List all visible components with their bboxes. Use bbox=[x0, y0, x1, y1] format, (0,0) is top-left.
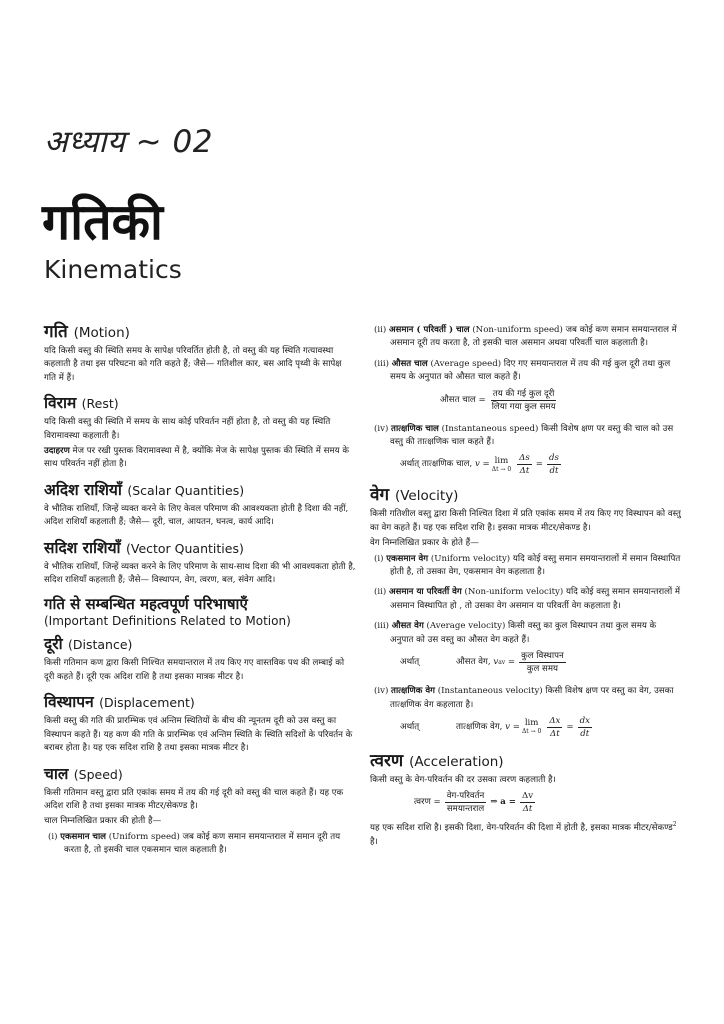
average-velocity-formula: अर्थात् औसत वेग, v av = $\frac{\text{कुल विस्थापन}}{\text{कुल समय}}$ bbox=[400, 651, 564, 675]
definitions-heading: गति से सम्बन्धित महत्वपूर्ण परिभाषाएँ bbox=[44, 595, 248, 614]
acceleration-formula: त्वरण = $\frac{\text{वेग-परिवर्तन}}{\text{समयान्तराल}}$ ⇒ a = $\frac{\Delta v}{\Delta t}$ bbox=[414, 791, 534, 815]
left-column bbox=[44, 322, 356, 858]
scalar-text: वे भौतिक राशियाँ, जिन्हें व्यक्त करने के लिए केवल परिमाण की आवश्यकता होती है दिशा की नहीं, अदिश राशियाँ कहलाती हैं; जैसे— दूरी, चाल, आयतन, घनत्व, कार्य आदि। bbox=[44, 503, 349, 528]
distance-text: किसी गतिमान कण द्वारा किसी निश्चित समयान्तराल में तय किए गए वास्तविक पथ की लम्बाई को दूरी कहते हैं। दूरी एक अदिश राशि है तथा इसका मात्रक मीटर है। bbox=[44, 658, 345, 682]
acceleration-unit-text: यह एक सदिश राशि है। इसकी दिशा, वेग-परिवर्तन की दिशा में होती है, इसका मात्रक मीटर/सेकण्ड$^2$ है। bbox=[370, 821, 677, 847]
uniform-speed-item: (i) एकसमान चाल (Uniform speed) जब कोई कण समान समयान्तराल में समान दूरी तय करता है, तो इसकी चाल एकसमान चाल कहलाती है। bbox=[48, 831, 341, 856]
vector-heading: सदिश राशियाँ (Vector Quantities) bbox=[44, 538, 244, 557]
rest-example: उदाहरण मेज पर रखी पुस्तक विरामावस्था में है, क्योंकि मेज के सापेक्ष पुस्तक की स्थिति में समय के साथ परिवर्तन नहीं होता है। bbox=[44, 446, 349, 470]
chapter-title-hindi: गतिकी bbox=[42, 193, 163, 251]
instantaneous-speed-formula: अर्थात् तात्क्षणिक चाल, v = lim Δt → 0 $\frac{\Delta s}{\Delta t}$ = $\frac{ds}{dt}$ bbox=[400, 453, 559, 477]
motion-text: यदि किसी वस्तु की स्थिति समय के सापेक्ष परिवर्तित होती है, तो वस्तु की यह स्थिति गत्यावस्था कहलाती है तथा इस परिघटना को गति कहते हैं; जैसे— गतिशील कार, बस आदि पृथ्वी के सापेक्ष गति में हैं। bbox=[44, 346, 342, 383]
displacement-text: किसी वस्तु की गति की प्रारम्भिक एवं अन्तिम स्थितियों के बीच की न्यूनतम दूरी को उस वस्तु का विस्थापन कहते हैं। यह कण की गति के प्रारम्भिक एवं अन्तिम स्थिति के स्थिति सदिशों के परिवर्तन के बराबर होता है। यह एक सदिश राशि है तथा इसका मात्रक मीटर है। bbox=[44, 716, 353, 754]
velocity-heading: वेग (Velocity) bbox=[370, 485, 459, 506]
average-speed-item: (iii) औसत चाल (Average speed) दिए गए समयान्तराल में तय की गई कुल दूरी तथा कुल समय के अनुपात को औसत चाल कहते हैं। bbox=[374, 358, 671, 383]
motion-heading: गति (Motion) bbox=[44, 322, 130, 342]
acceleration-text: किसी वस्तु के वेग-परिवर्तन की दर उसका त्वरण कहलाती है। bbox=[370, 774, 556, 785]
velocity-text: किसी गतिशील वस्तु द्वारा किसी निश्चित दिशा में प्रति एकांक समय में तय किए गए विस्थापन को वस्तु का वेग कहते हैं। यह एक सदिश राशि है। इसका मात्रक मीटर/सेकण्ड है। bbox=[370, 509, 681, 533]
velocity-intro: वेग निम्नलिखित प्रकार के होते हैं— bbox=[370, 538, 479, 549]
average-speed-formula: औसत चाल = $\frac{\text{तय की गई कुल दूरी}}{\text{लिया गया कुल समय}}$ bbox=[440, 388, 556, 412]
rest-text: यदि किसी वस्तु की स्थिति में समय के साथ कोई परिवर्तन नहीं होता है, तो वस्तु की यह स्थिति विरामावस्था कहलाती है। bbox=[44, 417, 331, 441]
uniform-velocity-item: (i) एकसमान वेग (Uniform velocity) यदि कोई वस्तु समान समयान्तरालों में समान विस्थापित होती है, तो उसका वेग, एकसमान वेग कहलाता है। bbox=[374, 553, 681, 578]
acceleration-heading: त्वरण (Acceleration) bbox=[370, 750, 504, 771]
rest-heading: विराम (Rest) bbox=[44, 394, 119, 413]
scalar-heading: अदिश राशियाँ (Scalar Quantities) bbox=[44, 480, 245, 499]
average-velocity-item: (iii) औसत वेग (Average velocity) किसी वस्तु का कुल विस्थापन तथा कुल समय के अनुपात को उस वस्तु का औसत वेग कहते हैं। bbox=[374, 621, 657, 645]
chapter-title-english: Kinematics bbox=[44, 255, 182, 284]
right-column bbox=[370, 322, 682, 849]
instantaneous-speed-item: (iv) तात्क्षणिक चाल (Instantaneous speed) किसी विशेष क्षण पर वस्तु की चाल को उस वस्तु की तात्क्षणिक चाल कहते हैं। bbox=[374, 423, 674, 448]
instantaneous-velocity-formula: अर्थात् तात्क्षणिक वेग, v = lim Δt → 0 $\frac{\Delta x}{\Delta t}$ = $\frac{dx}{dt}$ bbox=[400, 715, 590, 739]
nonuniform-velocity-item: (ii) असमान या परिवर्ती वेग (Non-uniform velocity) यदि कोई वस्तु समान समयान्तरालों में असमान विस्थापित हो , तो उसका वेग असमान या परिवर्ती वेग कहलाता है। bbox=[374, 587, 681, 611]
definitions-subheading: (Important Definitions Related to Motion) bbox=[44, 614, 291, 629]
distance-heading: दूरी (Distance) bbox=[44, 635, 133, 654]
displacement-heading: विस्थापन (Displacement) bbox=[44, 693, 195, 712]
vector-text: वे भौतिक राशियाँ, जिन्हें व्यक्त करने के लिए परिमाण के साथ-साथ दिशा की भी आवश्यकता होती है, सदिश राशियाँ कहलाती हैं; जैसे— विस्थापन, वेग, त्वरण, बल, संवेग आदि। bbox=[44, 561, 356, 586]
speed-text: किसी गतिमान वस्तु द्वारा प्रति एकांक समय में तय की गई दूरी को वस्तु की चाल कहते हैं। यह एक अदिश राशि है तथा इसका मात्रक मीटर/सेकण्ड है। bbox=[44, 787, 344, 811]
speed-intro: चाल निम्नलिखित प्रकार की होती है— bbox=[44, 816, 162, 827]
speed-heading: चाल (Speed) bbox=[44, 764, 123, 783]
nonuniform-speed-item: (ii) असमान ( परिवर्ती ) चाल (Non-uniform speed) जब कोई कण समान समयान्तराल में असमान दूरी तय करता है, तो इसकी चाल असमान अथवा परिवर्ती चाल कहलाती है। bbox=[374, 325, 677, 349]
chapter-label: अध्याय ~ 02 bbox=[44, 124, 213, 160]
instantaneous-velocity-item: (iv) तात्क्षणिक वेग (Instantaneous velocity) किसी विशेष क्षण पर वस्तु का वेग, उसका तात्क्षणिक वेग कहलाता है। bbox=[374, 686, 674, 710]
